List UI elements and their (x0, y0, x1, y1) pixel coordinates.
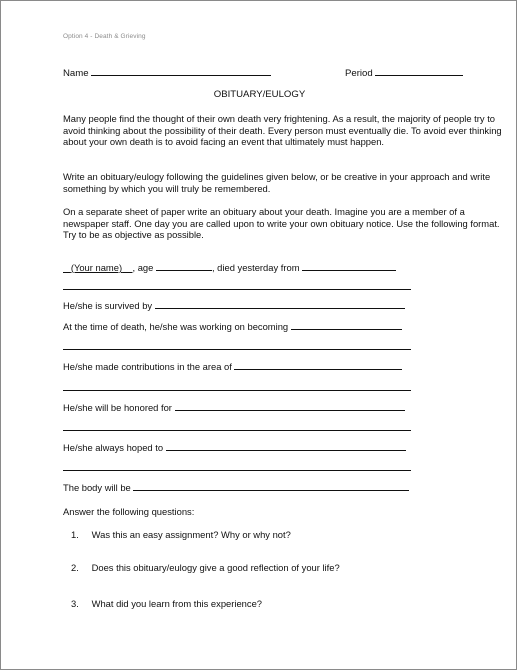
body-will-be-label: The body will be (63, 482, 131, 493)
survived-by-row (63, 299, 405, 311)
body-will-be-row (63, 481, 409, 493)
question-number: 2. (71, 562, 79, 573)
question-item (71, 562, 340, 573)
name-field-row (63, 66, 271, 79)
header-note: Option 4 - Death & Grieving (63, 33, 146, 40)
name-blank[interactable] (91, 66, 271, 76)
contributions-row (63, 360, 402, 372)
your-name-placeholder[interactable]: (Your name) (70, 262, 123, 273)
cause-blank[interactable] (302, 261, 396, 271)
question-item (71, 529, 291, 540)
cause-blank-line[interactable] (63, 289, 411, 290)
question-number: 1. (71, 529, 79, 540)
honored-for-blank[interactable] (175, 401, 405, 411)
survived-by-label: He/she is survived by (63, 300, 153, 311)
hoped-to-label: He/she always hoped to (63, 442, 164, 453)
honored-for-row (63, 401, 405, 413)
hoped-to-blank-line[interactable] (63, 470, 411, 471)
working-on-row (63, 320, 402, 332)
survived-by-blank[interactable] (155, 299, 405, 309)
working-on-blank[interactable] (291, 320, 402, 330)
honored-for-blank-line[interactable] (63, 430, 411, 431)
intro-paragraph: Many people find the thought of their own death very frightening. As a result, the majority of people try to avoid thinking about the possibility of their death. Every person must eventually die. To avoid ever thinking about your own death is to avoid facing an event that ultimately must happen. (63, 113, 502, 148)
died-label: , died yesterday from (211, 262, 300, 273)
page-title: OBITUARY/EULOGY (213, 89, 306, 100)
contributions-blank[interactable] (234, 360, 402, 370)
body-will-be-blank[interactable] (133, 481, 409, 491)
hoped-to-blank[interactable] (166, 441, 406, 451)
question-item (71, 598, 262, 609)
contributions-blank-line[interactable] (63, 390, 411, 391)
question-text: Was this an easy assignment? Why or why not? (91, 529, 291, 540)
period-blank[interactable] (375, 66, 463, 76)
name-age-row (63, 261, 396, 273)
period-label: Period (345, 68, 373, 79)
question-number: 3. (71, 598, 79, 609)
honored-for-label: He/she will be honored for (63, 402, 172, 413)
hoped-to-row (63, 441, 406, 453)
working-on-label: At the time of death, he/she was working on becoming (63, 321, 289, 332)
age-label: , age (132, 262, 154, 273)
format-paragraph: On a separate sheet of paper write an obituary about your death. Imagine you are a member of a newspaper staff. One day you are called upon to write your own obituary notice. Use the following format. Try to be as objective as possible. (63, 206, 500, 241)
name-label: Name (63, 68, 89, 79)
question-text: What did you learn from this experience? (91, 598, 263, 609)
question-text: Does this obituary/eulogy give a good reflection of your life? (91, 562, 340, 573)
age-blank[interactable] (156, 261, 212, 271)
questions-heading: Answer the following questions: (63, 506, 195, 517)
contributions-label: He/she made contributions in the area of (63, 361, 232, 372)
instructions-paragraph: Write an obituary/eulogy following the guidelines given below, or be creative in your approach and write something by which you will truly be remembered. (63, 171, 491, 194)
working-on-blank-line[interactable] (63, 349, 411, 350)
period-field-row (345, 66, 463, 79)
